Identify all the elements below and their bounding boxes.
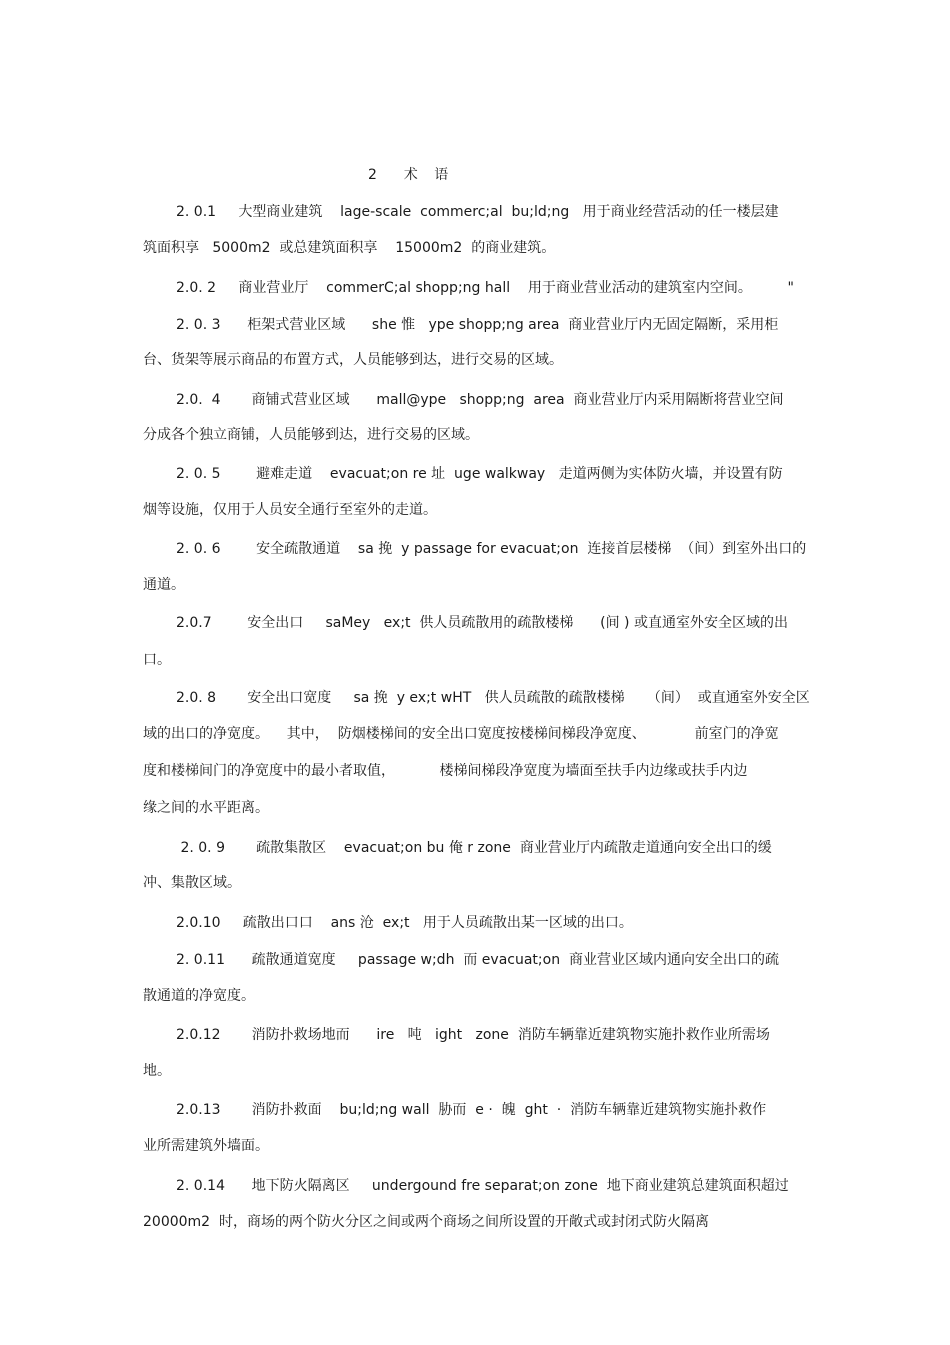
term-2-0-9-line-1: 2. 0. 9 疏散集散区 evacuat;on bu 俺 r zone 商业营业厅内疏散走道通向安全出口的缓 <box>176 840 772 856</box>
term-2-0-1-line-2: 筑面积享 5000m2 或总建筑面积享 15000m2 的商业建筑。 <box>143 240 556 256</box>
term-2-0-8-line-2: 域的出口的净宽度。 其中， 防烟楼梯间的安全出口宽度按楼梯间梯段净宽度、 前室门的净宽 <box>143 726 779 742</box>
term-2-0-5-line-2: 烟等设施，仅用于人员安全通行至室外的走道。 <box>143 502 437 518</box>
term-2-0-14-line-2: 20000m2 时，商场的两个防火分区之间或两个商场之间所设置的开敞式或封闭式防火隔离 <box>143 1214 709 1230</box>
term-2-0-6-line-1: 2. 0. 6 安全疏散通道 sa 挽 y passage for evacuat;on 连接首层楼梯 （间）到室外出口的 <box>176 541 807 557</box>
term-2-0-2-line-1: 2.0. 2 商业营业厅 commerC;al shopp;ng hall 用于商业营业活动的建筑室内空间。 " <box>176 280 794 296</box>
term-2-0-8-line-1: 2.0. 8 安全出口宽度 sa 挽 y ex;t wHT 供人员疏散的疏散楼梯 （间） 或直通室外安全区 <box>176 690 810 706</box>
term-2-0-6-line-2: 通道。 <box>143 577 185 593</box>
term-2-0-3-line-1: 2. 0. 3 柜架式营业区域 she 惟 ype shopp;ng area 商业营业厅内无固定隔断，采用柜 <box>176 317 779 333</box>
term-2-0-9-line-2: 冲、集散区域。 <box>143 875 241 891</box>
term-2-0-12-line-1: 2.0.12 消防扑救场地而 ire 吨 ight zone 消防车辆靠近建筑物实施扑救作业所需场 <box>176 1027 770 1043</box>
term-2-0-14-line-1: 2. 0.14 地下防火隔离区 undergound fre separat;on zone 地下商业建筑总建筑面积超过 <box>176 1178 789 1194</box>
term-2-0-10-line-1: 2.0.10 疏散出口口 ans 沧 ex;t 用于人员疏散出某一区域的出口。 <box>176 915 633 931</box>
term-2-0-3-line-2: 台、货架等展示商品的布置方式，人员能够到达，进行交易的区域。 <box>143 352 563 368</box>
term-2-0-4-line-1: 2.0. 4 商铺式营业区域 mall@ype shopp;ng area 商业营业厅内采用隔断将营业空间 <box>176 392 784 408</box>
term-2-0-1-line-1: 2. 0.1 大型商业建筑 lage-scale commerc;al bu;ld;ng 用于商业经营活动的任一楼层建 <box>176 204 779 220</box>
term-2-0-11-line-1: 2. 0.11 疏散通道宽度 passage w;dh 而 evacuat;on 商业营业区域内通向安全出口的疏 <box>176 952 779 968</box>
term-2-0-7-line-1: 2.0.7 安全出口 saMey ex;t 供人员疏散用的疏散楼梯 (间 ) 或直通室外安全区域的出 <box>176 615 788 631</box>
term-2-0-13-line-2: 业所需建筑外墙面。 <box>143 1138 269 1154</box>
term-2-0-7-line-2: 口。 <box>143 652 171 668</box>
term-2-0-13-line-1: 2.0.13 消防扑救面 bu;ld;ng wall 胁而 e · 魄 ght · 消防车辆靠近建筑物实施扑救作 <box>176 1102 767 1118</box>
term-2-0-12-line-2: 地。 <box>143 1063 171 1079</box>
term-2-0-5-line-1: 2. 0. 5 避难走道 evacuat;on re 址 uge walkway 走道两侧为实体防火墙，并设置有防 <box>176 466 783 482</box>
term-2-0-8-line-4: 缘之间的水平距离。 <box>143 800 269 816</box>
term-2-0-11-line-2: 散通道的净宽度。 <box>143 988 255 1004</box>
term-2-0-8-line-3: 度和楼梯间门的净宽度中的最小者取值， 楼梯间梯段净宽度为墙面至扶手内边缘或扶手内边 <box>143 763 748 779</box>
section-heading: 2 术 语 <box>368 167 455 183</box>
term-2-0-4-line-2: 分成各个独立商铺，人员能够到达，进行交易的区域。 <box>143 427 479 443</box>
